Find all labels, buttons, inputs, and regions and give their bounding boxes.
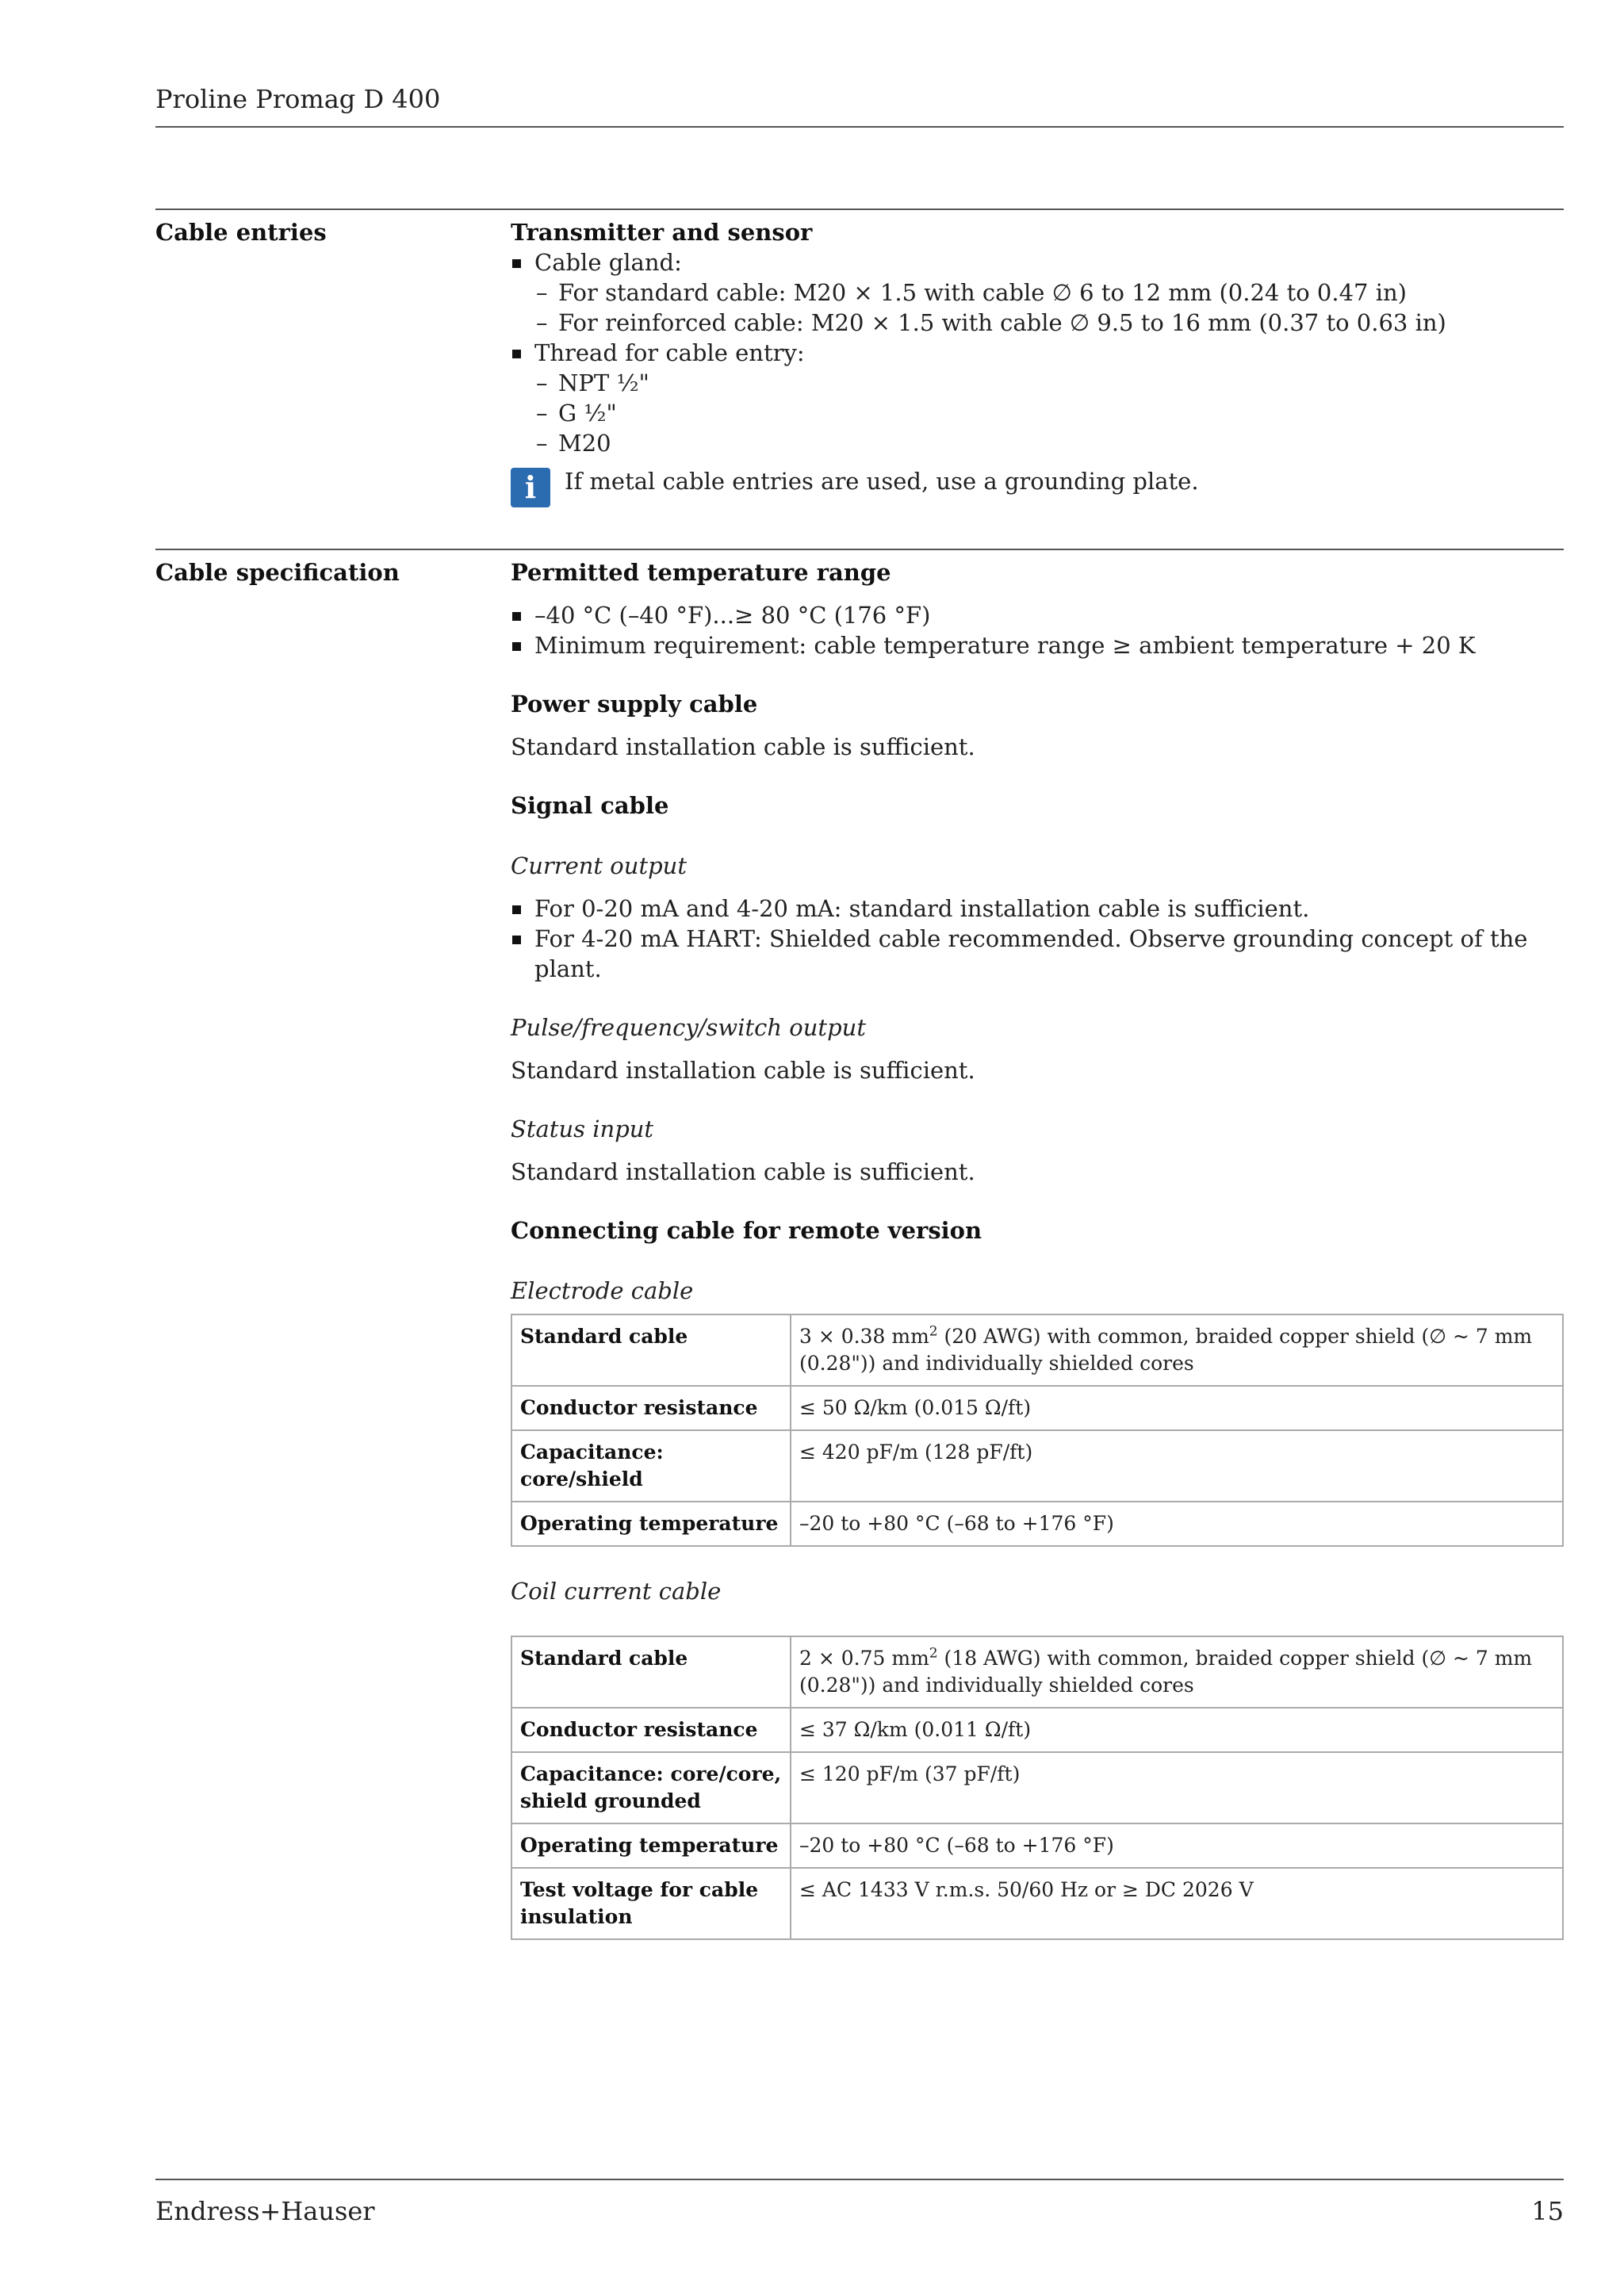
- cable-spec-content: [511, 557, 1564, 1306]
- status-input-text: Standard installation cable is sufficient.: [511, 1158, 975, 1185]
- list-item: [511, 338, 1564, 458]
- gland-sublist: [511, 277, 1564, 338]
- heading-temperature-range: Permitted temperature range: [511, 559, 891, 586]
- table-key-cell: Test voltage for cable insulation: [511, 1868, 791, 1939]
- current-output-list: [511, 894, 1564, 984]
- table-row: [511, 1430, 1563, 1502]
- table-value-cell: [791, 1386, 1563, 1430]
- table-value-cell: [791, 1430, 1563, 1502]
- pulse-output-text: Standard installation cable is sufficient.: [511, 1057, 975, 1084]
- table-value-cell: [791, 1636, 1563, 1708]
- list-item: Minimum requirement: cable temperature range ≥ ambient temperature + 20 K: [511, 630, 1564, 660]
- table-key-cell: Capacitance: core/shield: [511, 1430, 791, 1502]
- gland-label: Cable gland:: [534, 249, 682, 276]
- value-text: –20 to +80 °C (–68 to +176 °F): [799, 1834, 1114, 1857]
- list-item: [511, 247, 1564, 338]
- info-icon: i: [511, 468, 550, 507]
- table-row: [511, 1868, 1563, 1939]
- list-item: – NPT ½": [534, 368, 1564, 398]
- table-row: [511, 1502, 1563, 1546]
- subheading-current-output: Current output: [511, 852, 687, 879]
- table-key-cell: Standard cable: [511, 1636, 791, 1708]
- section-rule-cable-spec: [155, 549, 1564, 550]
- header-title: Proline Promag D 400: [155, 84, 441, 114]
- table-key-cell: Standard cable: [511, 1314, 791, 1386]
- value-text: ≤ 50 Ω/km (0.015 Ω/ft): [799, 1396, 1032, 1419]
- table-row: [511, 1636, 1563, 1708]
- value-text: ≤ AC 1433 V r.m.s. 50/60 Hz or ≥ DC 2026 V: [799, 1878, 1254, 1901]
- table-value-cell: [791, 1752, 1563, 1823]
- table-row: [511, 1752, 1563, 1823]
- value-text-continued: (20 AWG) with common, braided copper shield (∅ ~ 7 mm (0.28")) and individually shielded cores: [799, 1325, 1533, 1375]
- heading-remote-connecting-cable: Connecting cable for remote version: [511, 1217, 982, 1244]
- table-key-cell: Operating temperature: [511, 1823, 791, 1868]
- header-rule: [155, 126, 1564, 128]
- heading-power-supply-cable: Power supply cable: [511, 691, 758, 718]
- value-text: –20 to +80 °C (–68 to +176 °F): [799, 1512, 1114, 1535]
- heading-transmitter-sensor: Transmitter and sensor: [511, 219, 813, 246]
- table-value-cell: [791, 1314, 1563, 1386]
- electrode-cable-table: [511, 1314, 1564, 1547]
- footer-rule: [155, 2179, 1564, 2180]
- subheading-electrode-cable: Electrode cable: [511, 1277, 694, 1304]
- coil-cable-table: [511, 1636, 1564, 1940]
- value-superscript: 2: [929, 1323, 938, 1340]
- list-item: – M20: [534, 428, 1564, 458]
- temperature-list: [511, 600, 1564, 660]
- thread-label: Thread for cable entry:: [534, 339, 805, 366]
- table-row: [511, 1386, 1563, 1430]
- value-text: ≤ 37 Ω/km (0.011 Ω/ft): [799, 1718, 1032, 1741]
- list-item: – G ½": [534, 398, 1564, 428]
- table-value-cell: [791, 1502, 1563, 1546]
- power-supply-text: Standard installation cable is sufficient.: [511, 733, 975, 760]
- subheading-pulse-output: Pulse/frequency/switch output: [511, 1014, 866, 1041]
- value-text: ≤ 120 pF/m (37 pF/ft): [799, 1762, 1021, 1785]
- section-label-cable-spec: Cable specification: [155, 559, 400, 586]
- thread-sublist: [511, 368, 1564, 458]
- value-text: ≤ 420 pF/m (128 pF/ft): [799, 1441, 1033, 1464]
- value-text: 3 × 0.38 mm: [799, 1325, 929, 1348]
- list-item: –40 °C (–40 °F)...≥ 80 °C (176 °F): [511, 600, 1564, 630]
- table-value-cell: [791, 1708, 1563, 1752]
- cable-entries-content: [511, 217, 1564, 514]
- subheading-status-input: Status input: [511, 1115, 654, 1142]
- footer-brand: Endress+Hauser: [155, 2196, 375, 2226]
- value-text: 2 × 0.75 mm: [799, 1647, 929, 1670]
- list-item: For 4-20 mA HART: Shielded cable recommended. Observe grounding concept of the plant.: [511, 924, 1564, 984]
- table-key-cell: Conductor resistance: [511, 1386, 791, 1430]
- table-key-cell: Conductor resistance: [511, 1708, 791, 1752]
- value-superscript: 2: [929, 1645, 938, 1662]
- table-value-cell: [791, 1868, 1563, 1939]
- section-rule-cable-entries: [155, 209, 1564, 210]
- table-value-cell: [791, 1823, 1563, 1868]
- table-row: [511, 1708, 1563, 1752]
- section-label-cable-entries: Cable entries: [155, 219, 327, 246]
- info-note: [511, 466, 1564, 514]
- table-key-cell: Capacitance: core/core, shield grounded: [511, 1752, 791, 1823]
- value-text-continued: (18 AWG) with common, braided copper shield (∅ ~ 7 mm (0.28")) and individually shielded cores: [799, 1647, 1533, 1697]
- table-row: [511, 1314, 1563, 1386]
- table-key-cell: Operating temperature: [511, 1502, 791, 1546]
- page-number: 15: [1531, 2196, 1564, 2226]
- list-item: – For standard cable: M20 × 1.5 with cable ∅ 6 to 12 mm (0.24 to 0.47 in): [534, 277, 1564, 308]
- table-row: [511, 1823, 1563, 1868]
- heading-signal-cable: Signal cable: [511, 792, 669, 819]
- list-item: – For reinforced cable: M20 × 1.5 with cable ∅ 9.5 to 16 mm (0.37 to 0.63 in): [534, 308, 1564, 338]
- info-note-text: If metal cable entries are used, use a grounding plate.: [565, 468, 1199, 495]
- list-item: For 0-20 mA and 4-20 mA: standard installation cable is sufficient.: [511, 894, 1564, 924]
- subheading-coil-current-cable: Coil current cable: [511, 1578, 722, 1605]
- cable-entries-list: [511, 247, 1564, 458]
